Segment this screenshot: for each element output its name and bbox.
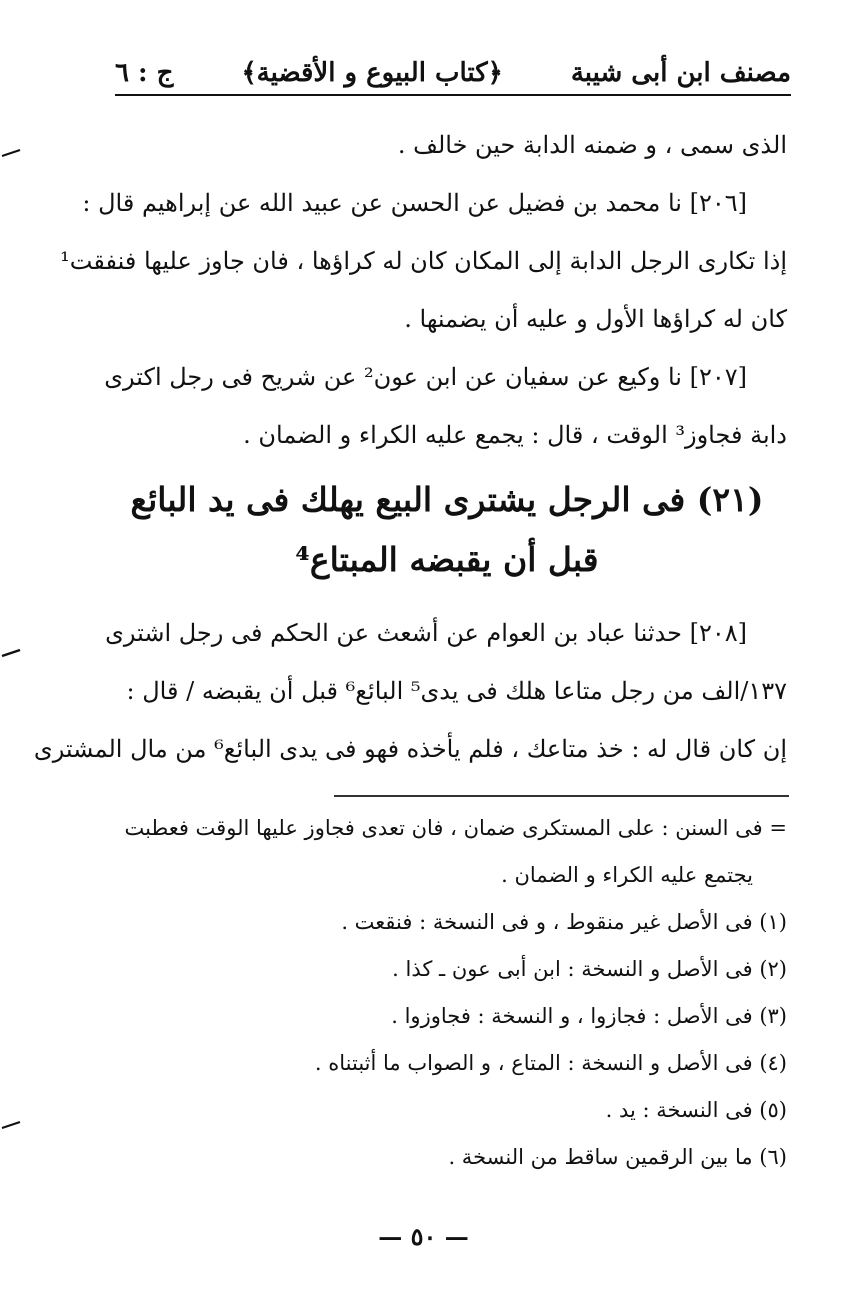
- footnote-continuation: = فى السنن : على المستكرى ضمان ، فان تعدى فجاوز عليها الوقت فعطبت: [124, 816, 787, 840]
- footnote-continuation: يجتمع عليه الكراء و الضمان .: [501, 863, 753, 887]
- section-heading: [107, 470, 787, 590]
- body-line: إذا تكارى الرجل الدابة إلى المكان كان له كراؤها ، فان جاوز عليها فنفقت¹: [60, 247, 787, 275]
- footnote-1: (١) فى الأصل غير منقوط ، و فى النسخة : فنقعت .: [341, 910, 787, 934]
- footnote-separator: [334, 795, 789, 797]
- body-text-bottom: [33, 604, 787, 778]
- footnote-2: (٢) فى الأصل و النسخة : ابن أبى عون ـ كذا .: [392, 957, 787, 981]
- running-header: [115, 50, 791, 96]
- body-line: إن كان قال له : خذ متاعك ، فلم يأخذه فهو فى يدى البائع⁶ من مال المشترى: [33, 735, 787, 763]
- footnote-3: (٣) فى الأصل : فجازوا ، و النسخة : فجاوزوا .: [391, 1004, 787, 1028]
- footnote-5: (٥) فى النسخة : يد .: [605, 1098, 787, 1122]
- footnotes: [107, 805, 787, 1181]
- body-line: الذى سمى ، و ضمنه الدابة حين خالف .: [397, 131, 787, 159]
- footnote-6: (٦) ما بين الرقمين ساقط من النسخة .: [448, 1145, 787, 1169]
- body-line: دابة فجاوز³ الوقت ، قال : يجمع عليه الكراء و الضمان .: [243, 421, 787, 449]
- hadith-207-line: [٢٠٧] نا وكيع عن سفيان عن ابن عون² عن شريح فى رجل اكترى: [104, 363, 747, 391]
- footnote-4: (٤) فى الأصل و النسخة : المتاع ، و الصواب ما أثبتناه .: [314, 1051, 787, 1075]
- body-text-top: [60, 116, 787, 464]
- body-line: كان له كراؤها الأول و عليه أن يضمنها .: [404, 305, 787, 333]
- page-number: — ٥٠ —: [378, 1222, 469, 1251]
- volume-number: ج : ٦: [115, 58, 174, 88]
- body-line: ١٣٧/الف من رجل متاعا هلك فى يدى⁵ البائع⁶ قبل أن يقبضه / قال :: [126, 677, 787, 705]
- hadith-208-line: [٢٠٨] حدثنا عباد بن العوام عن أشعث عن الحكم فى رجل اشترى: [105, 619, 747, 647]
- chapter-title: ﴿كتاب البيوع و الأقضية﴾: [241, 58, 503, 88]
- margin-tick-mark: [0, 1120, 22, 1130]
- margin-tick-mark: [0, 648, 22, 658]
- hadith-206-line: [٢٠٦] نا محمد بن فضيل عن الحسن عن عبيد الله عن إبراهيم قال :: [82, 189, 747, 217]
- section-heading-line2: قبل أن يقبضه المبتاع⁴: [295, 540, 599, 579]
- margin-tick-mark: [0, 148, 22, 158]
- book-title: مصنف ابن أبى شيبة: [570, 58, 791, 88]
- section-heading-line1: (٢١) فى الرجل يشترى البيع يهلك فى يد البائع: [130, 480, 764, 519]
- header-rule: [115, 94, 791, 96]
